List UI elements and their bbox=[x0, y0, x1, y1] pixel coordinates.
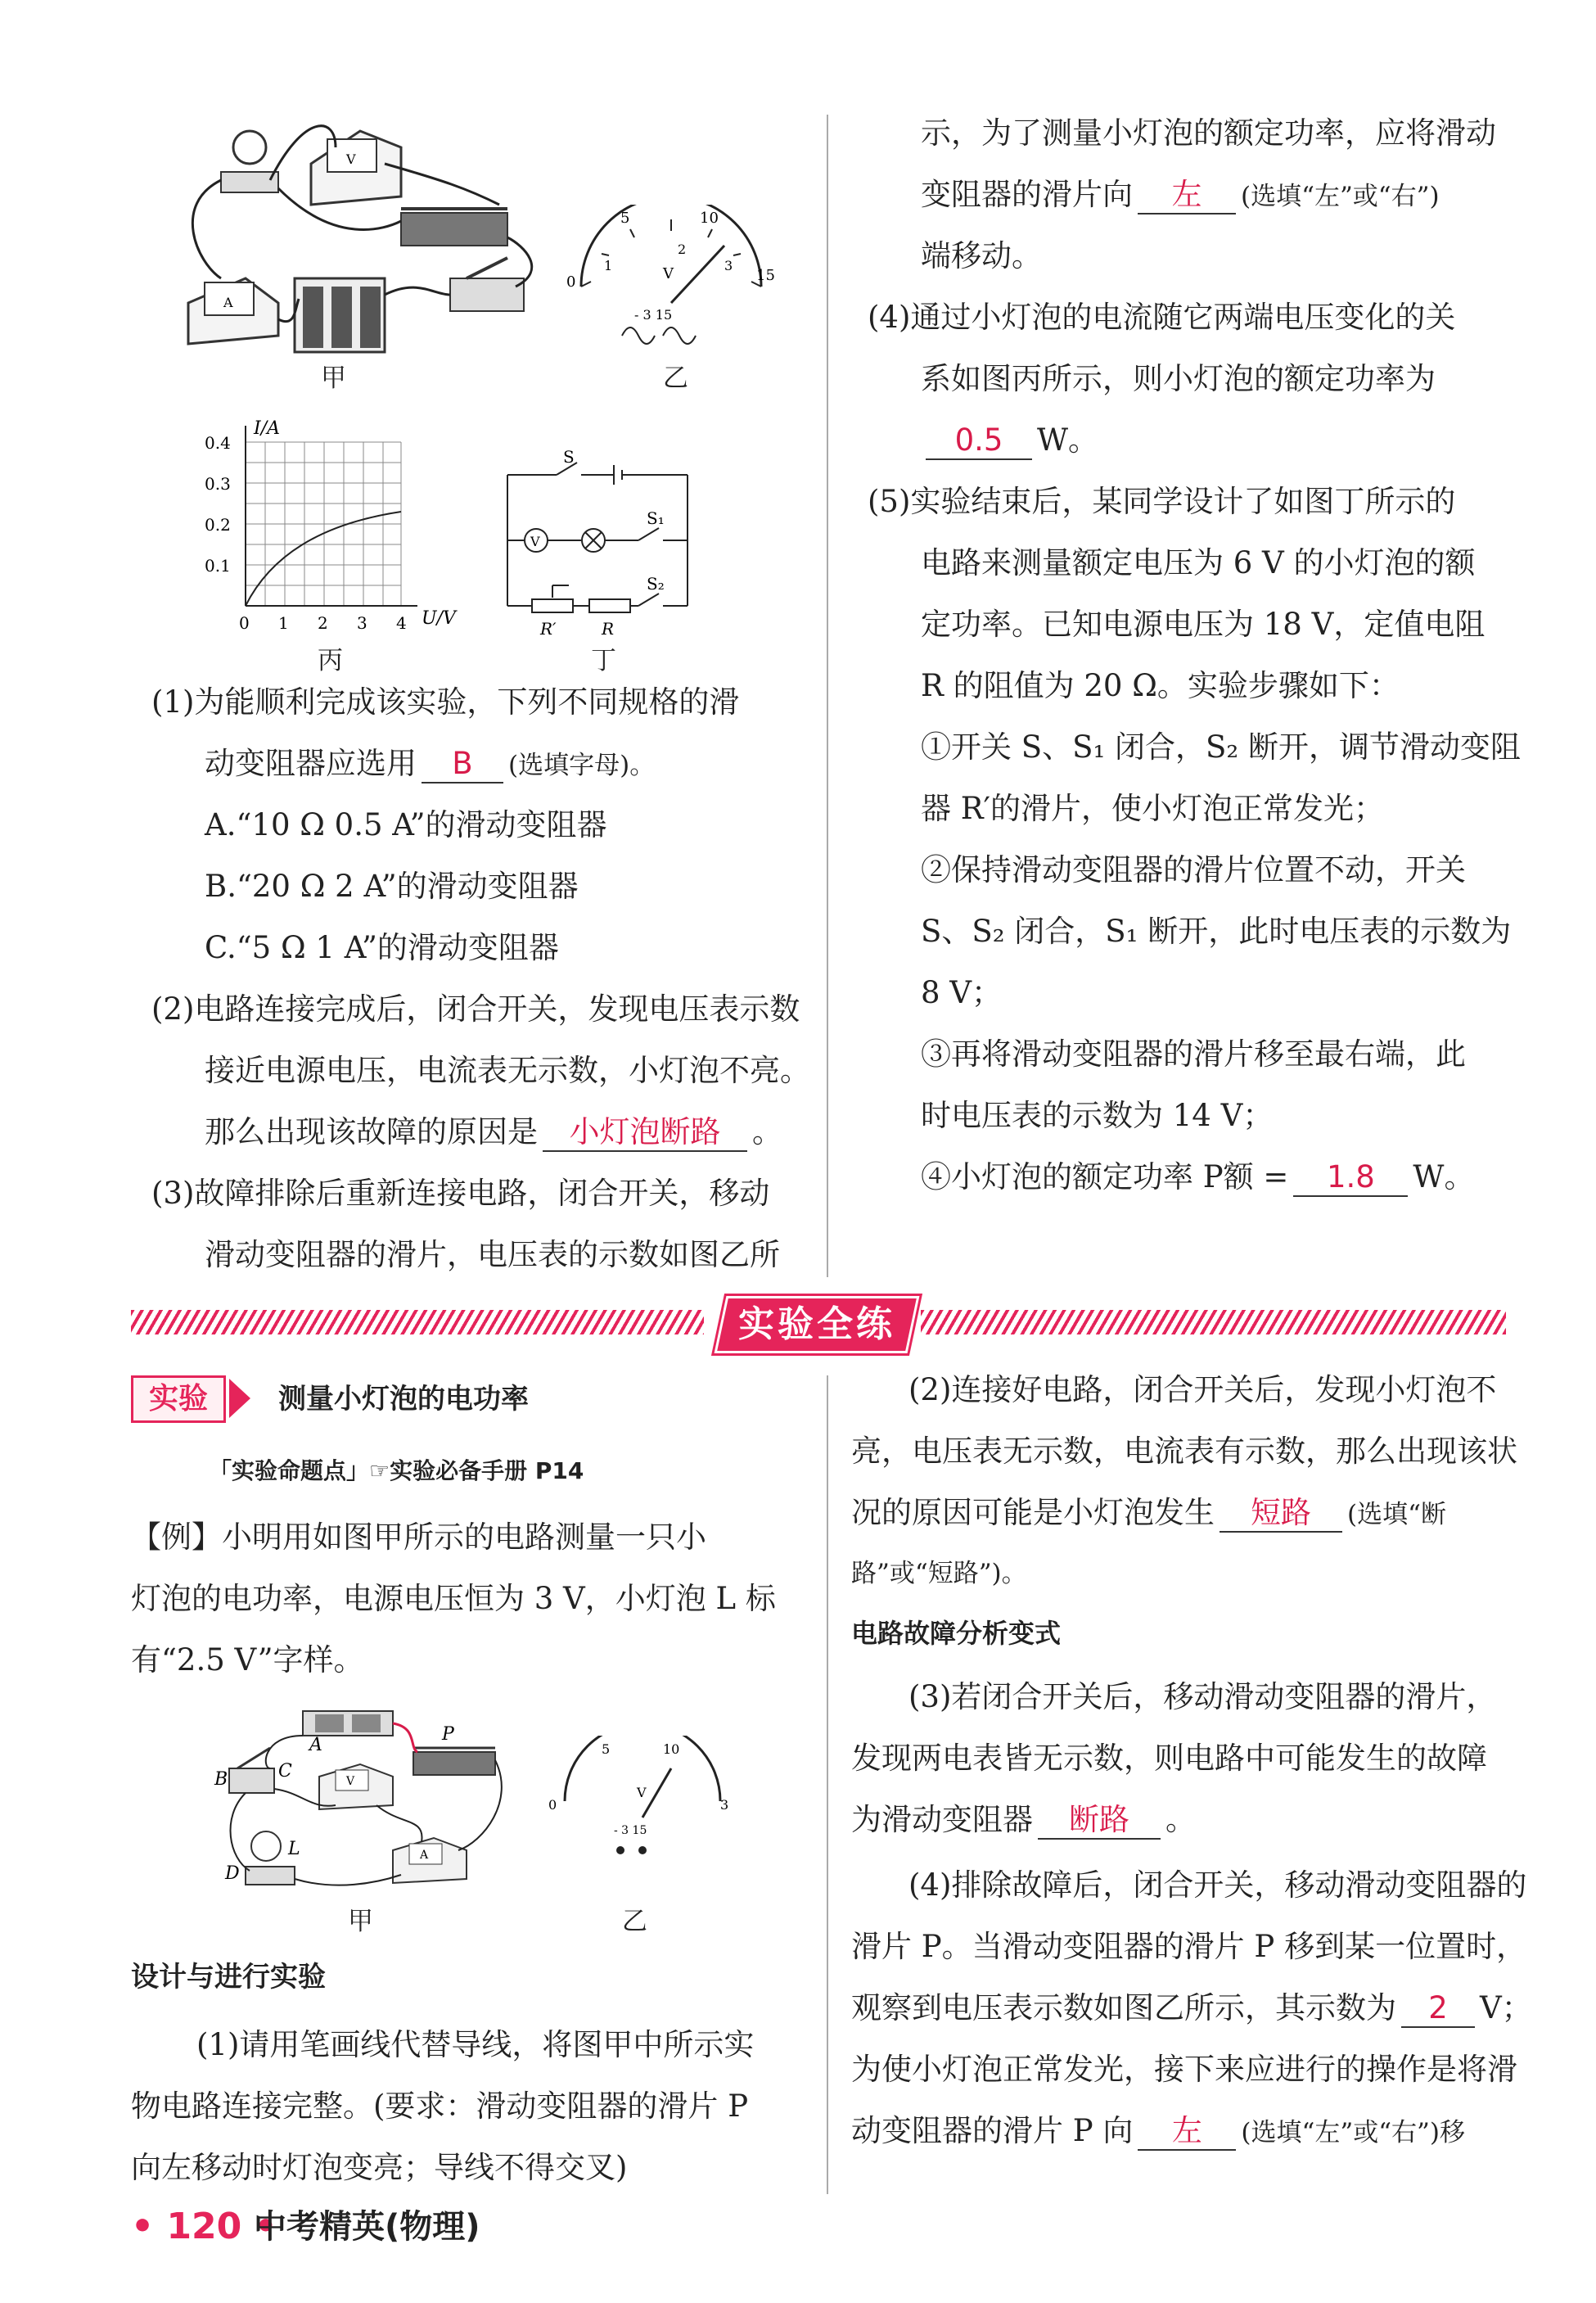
figure-label-ding: 丁 bbox=[591, 646, 616, 675]
meter-tick-1: 1 bbox=[604, 258, 613, 273]
q5-line1: (5)实验结束后，某同学设计了如图丁所示的 bbox=[868, 484, 1456, 519]
photo-letter-a: A bbox=[309, 1735, 322, 1755]
tag-arrow-icon bbox=[229, 1379, 250, 1418]
figure-circuit-photo-bottom-a bbox=[213, 1703, 524, 1908]
svg-text:10: 10 bbox=[663, 1741, 680, 1757]
experiment-tag: 实验 bbox=[131, 1375, 226, 1423]
step1-line1: ①开关 S、S₁ 闭合，S₂ 断开，调节滑动变阻 bbox=[921, 729, 1521, 765]
svg-text:5: 5 bbox=[602, 1741, 611, 1757]
graph-ytick: 0.2 bbox=[205, 515, 231, 535]
bq3-answer: 断路 bbox=[1038, 1802, 1161, 1840]
step3-line1: ③再将滑动变阻器的滑片移至最右端，此 bbox=[921, 1036, 1466, 1072]
meter-tick-10: 10 bbox=[700, 210, 719, 227]
page-number: • 120 • bbox=[131, 2206, 277, 2247]
svg-text:V: V bbox=[346, 151, 356, 167]
q1-answer: B bbox=[422, 746, 503, 783]
bq2-line2: 亮，电压表无示数，电流表有示数，那么出现该状 bbox=[851, 1434, 1517, 1469]
bq2-answer: 短路 bbox=[1220, 1495, 1342, 1533]
figure-label-bing: 丙 bbox=[318, 646, 343, 675]
q4-line3: 0.5 W。 bbox=[921, 409, 1098, 471]
bq1-line3: 向左移动时灯泡变亮；导线不得交叉) bbox=[131, 2150, 628, 2185]
photo-letter-l: L bbox=[288, 1839, 300, 1859]
q3-line2: 滑动变阻器的滑片，电压表的示数如图乙所 bbox=[205, 1237, 780, 1272]
meter-tick-0: 0 bbox=[566, 273, 576, 291]
q2-line3: 那么出现该故障的原因是 小灯泡断路 。 bbox=[205, 1101, 782, 1163]
figure-voltmeter-dial-bottom-b bbox=[548, 1736, 737, 1875]
step4-line: ④小灯泡的额定功率 P额 = 1.8 W。 bbox=[921, 1146, 1474, 1208]
bq2-line4: 路”或“短路”)。 bbox=[851, 1559, 1027, 1588]
meter-tick-2: 2 bbox=[678, 242, 687, 257]
figure-circuit-photo-a bbox=[172, 115, 565, 393]
q1-line2: 动变阻器应选用 B (选填字母)。 bbox=[205, 733, 655, 797]
svg-text:3: 3 bbox=[720, 1797, 729, 1813]
step3-line2: 时电压表的示数为 14 V； bbox=[921, 1098, 1274, 1133]
graph-xtick: 3 bbox=[357, 613, 367, 633]
q1-line1: (1)为能顺利完成该实验，下列不同规格的滑 bbox=[151, 684, 740, 720]
photo-letter-b: B bbox=[214, 1769, 228, 1790]
figure-label-jia: 甲 bbox=[321, 364, 346, 393]
example-line3: 有“2.5 V”字样。 bbox=[131, 1642, 364, 1678]
figure-circuit-diagram-d bbox=[491, 450, 704, 647]
photo-letter-am: A bbox=[420, 1849, 429, 1862]
bq2-line3: 况的原因可能是小灯泡发生 短路 (选填“断 bbox=[851, 1482, 1446, 1546]
bq3-line2: 发现两电表皆无示数，则电路中可能发生的故障 bbox=[851, 1741, 1487, 1776]
r-line2: 变阻器的滑片向 左 (选填“左”或“右”) bbox=[921, 164, 1440, 228]
experiment-heading: 测量小灯泡的电功率 bbox=[278, 1383, 529, 1416]
circuit-label-s: S bbox=[563, 450, 575, 467]
q4-line1: (4)通过小灯泡的电流随它两端电压变化的关 bbox=[868, 300, 1456, 335]
bq4-answer-direction: 左 bbox=[1138, 2113, 1236, 2151]
q5-line3: 定功率。已知电源电压为 18 V，定值电阻 bbox=[921, 607, 1486, 642]
figure-voltmeter-dial-b bbox=[557, 205, 786, 360]
graph-ytick: 0.3 bbox=[205, 474, 231, 494]
r-answer-left: 左 bbox=[1138, 177, 1236, 214]
bq1-line1: (1)请用笔画线代替导线，将图甲中所示实 bbox=[196, 2027, 755, 2062]
q2-answer: 小灯泡断路 bbox=[543, 1114, 747, 1152]
step2-line2: S、S₂ 闭合，S₁ 断开，此时电压表的示数为 bbox=[921, 914, 1512, 949]
bq2-line1: (2)连接好电路，闭合开关后，发现小灯泡不 bbox=[908, 1372, 1497, 1407]
bq4-line3: 观察到电压表示数如图乙所示，其示数为 2 V； bbox=[851, 1977, 1532, 2039]
graph-xtick: 0 bbox=[239, 613, 250, 633]
step1-line2: 器 R′的滑片，使小灯泡正常发光； bbox=[921, 791, 1385, 826]
column-divider-top bbox=[827, 115, 828, 1277]
svg-text:V: V bbox=[663, 265, 674, 282]
bq4-answer-voltage: 2 bbox=[1401, 1990, 1475, 2028]
photo-letter-d: D bbox=[225, 1863, 240, 1884]
meter-tick-3: 3 bbox=[724, 258, 733, 273]
banner-title: 实验全练 bbox=[715, 1296, 920, 1353]
book-title: 中考精英(物理) bbox=[254, 2208, 480, 2246]
bottom-figure-label-yi: 乙 bbox=[622, 1907, 647, 1936]
q4-line2: 系如图丙所示，则小灯泡的额定功率为 bbox=[921, 361, 1436, 396]
photo-letter-c: C bbox=[278, 1761, 292, 1781]
bq4-line4: 为使小灯泡正常发光，接下来应进行的操作是将滑 bbox=[851, 2052, 1517, 2087]
circuit-label-s1: S₁ bbox=[647, 508, 665, 528]
svg-text:V: V bbox=[637, 1785, 647, 1800]
svg-text:- 3 15: - 3 15 bbox=[614, 1824, 647, 1837]
example-line1: 【例】小明用如图甲所示的电路测量一只小 bbox=[131, 1520, 706, 1555]
q3-line1: (3)故障排除后重新连接电路，闭合开关，移动 bbox=[151, 1176, 770, 1211]
circuit-label-r: R bbox=[602, 619, 615, 639]
circuit-label-rp: R′ bbox=[540, 619, 557, 639]
graph-xtick: 2 bbox=[318, 613, 328, 633]
bq3-line1: (3)若闭合开关后，移动滑动变阻器的滑片， bbox=[908, 1679, 1497, 1714]
banner-stripes-right bbox=[921, 1310, 1506, 1334]
bq4-line5: 动变阻器的滑片 P 向 左 (选填“左”或“右”)移 bbox=[851, 2100, 1465, 2164]
figure-label-yi: 乙 bbox=[663, 364, 688, 393]
graph-ytick: 0.1 bbox=[205, 556, 231, 576]
step2-line3: 8 V； bbox=[921, 975, 1003, 1010]
reference-line: 「实验命题点」☞实验必备手册 P14 bbox=[209, 1457, 584, 1484]
step2-line1: ②保持滑动变阻器的滑片位置不动，开关 bbox=[921, 852, 1466, 887]
column-divider-bottom bbox=[827, 1375, 828, 2194]
graph-xtick: 4 bbox=[396, 613, 407, 633]
bottom-figure-label-jia: 甲 bbox=[348, 1907, 373, 1936]
option-a: A.“10 Ω 0.5 A”的滑动变阻器 bbox=[205, 807, 607, 842]
meter-tick-5: 5 bbox=[620, 210, 630, 227]
graph-xtick: 1 bbox=[278, 613, 289, 633]
r-line1: 示，为了测量小灯泡的额定功率，应将滑动 bbox=[921, 115, 1496, 151]
photo-letter-v: V bbox=[346, 1775, 355, 1788]
q4-answer: 0.5 bbox=[926, 422, 1032, 460]
section-fault-analysis: 电路故障分析变式 bbox=[851, 1618, 1062, 1649]
r-line3: 端移动。 bbox=[921, 238, 1042, 273]
step4-answer: 1.8 bbox=[1293, 1159, 1408, 1197]
q5-line4: R 的阻值为 20 Ω。实验步骤如下： bbox=[921, 668, 1400, 703]
option-c: C.“5 Ω 1 A”的滑动变阻器 bbox=[205, 930, 559, 965]
svg-text:0: 0 bbox=[548, 1797, 557, 1813]
meter-tick-15: 15 bbox=[756, 267, 775, 284]
example-line2: 灯泡的电功率，电源电压恒为 3 V，小灯泡 L 标 bbox=[131, 1581, 776, 1616]
banner-stripes-left bbox=[131, 1310, 704, 1334]
section-design: 设计与进行实验 bbox=[131, 1961, 326, 1994]
figure-iu-graph bbox=[196, 409, 491, 647]
bq3-line3: 为滑动变阻器 断路 。 bbox=[851, 1789, 1196, 1850]
graph-xlabel: U/V bbox=[422, 608, 456, 629]
meter-terminals: - 3 15 bbox=[634, 307, 673, 323]
option-b: B.“20 Ω 2 A”的滑动变阻器 bbox=[205, 869, 579, 904]
photo-letter-p: P bbox=[442, 1724, 454, 1745]
graph-ytick: 0.4 bbox=[205, 433, 231, 453]
circuit-label-s2: S₂ bbox=[647, 574, 665, 594]
graph-ylabel: I/A bbox=[254, 418, 280, 439]
q2-line2: 接近电源电压，电流表无示数，小灯泡不亮。 bbox=[205, 1053, 810, 1088]
bq4-line1: (4)排除故障后，闭合开关，移动滑动变阻器的 bbox=[908, 1867, 1527, 1903]
bq4-line2: 滑片 P。当滑动变阻器的滑片 P 移到某一位置时， bbox=[851, 1929, 1527, 1964]
q2-line1: (2)电路连接完成后，闭合开关，发现电压表示数 bbox=[151, 991, 800, 1027]
circuit-label-v: V bbox=[530, 534, 540, 549]
svg-text:A: A bbox=[223, 295, 233, 310]
q5-line2: 电路来测量额定电压为 6 V 的小灯泡的额 bbox=[921, 545, 1476, 580]
bq1-line2: 物电路连接完整。(要求：滑动变阻器的滑片 P bbox=[131, 2089, 749, 2124]
